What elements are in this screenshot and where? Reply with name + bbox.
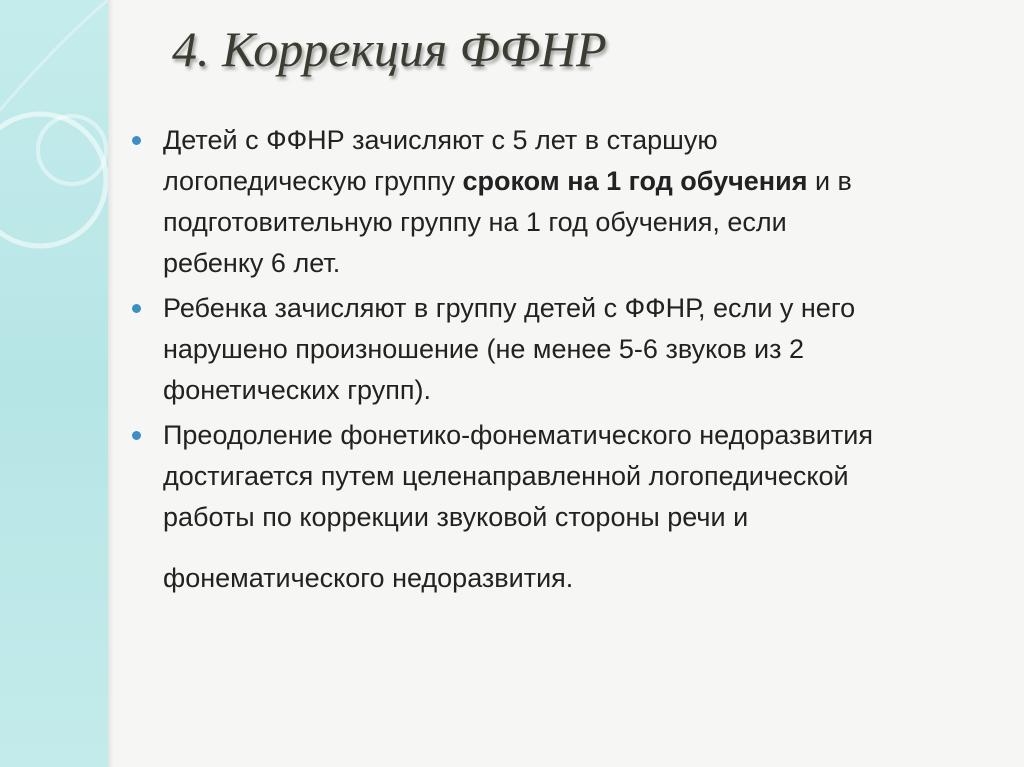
text-line: работы по коррекции звуковой стороны речи и	[163, 502, 749, 532]
strip-shadow	[108, 0, 114, 767]
bullet-list	[132, 120, 992, 603]
text-line: Преодоление фонетико-фонематического недоразвития	[163, 420, 873, 450]
text-line: ребенку 6 лет.	[163, 248, 341, 278]
text-line: фонематического недоразвития.	[163, 563, 574, 593]
text-line: нарушено произношение (не менее 5-6 звуков из 2	[163, 334, 805, 364]
deco-ring-2	[38, 116, 106, 184]
bullet-dot	[132, 304, 141, 313]
text-line: Ребенка зачисляют в группу детей с ФФНР, если у него	[163, 293, 856, 323]
bold-term: сроком на 1 год обучения	[462, 166, 808, 196]
bullet-dot	[132, 431, 141, 440]
decorative-side-strip	[0, 0, 108, 767]
bullet-item	[132, 288, 992, 411]
bullet-dot	[132, 136, 141, 145]
text-line: достигается путем целенаправленной логопедической	[163, 461, 849, 491]
text-line: подготовительную группу на 1 год обучения, если	[163, 207, 787, 237]
text-line: Детей с ФФНР зачисляют с 5 лет в старшую	[163, 125, 718, 155]
bullet-item	[132, 415, 992, 599]
slide-title: 4. Коррекция ФФНР	[172, 21, 607, 77]
text-line: логопедическую группу сроком на 1 год обучения и в	[163, 166, 852, 196]
deco-arc	[0, 0, 108, 110]
decorative-circles	[0, 0, 108, 767]
bullet-item	[132, 120, 992, 284]
text-line: фонетических групп).	[163, 375, 431, 405]
